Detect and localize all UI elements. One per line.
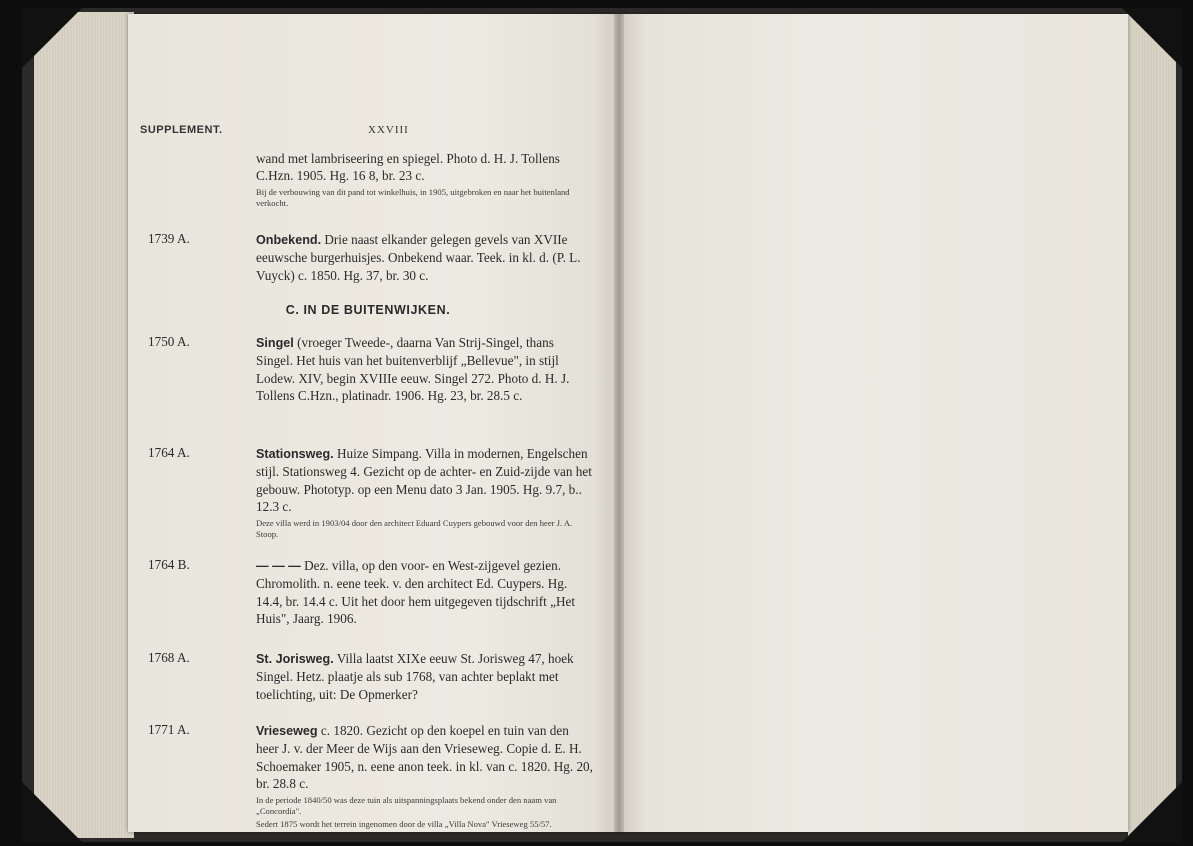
page-edges-right [1128, 10, 1176, 836]
entry-number: 1771 A. [148, 722, 190, 737]
entry-text: (vroeger Tweede-, daarna Van Strij-Singel, thans Singel. Het huis van het buitenverblijf „Bellevue", in stijl Lodew. XIV, begin XVIIIe eeuw. Singel 272. Photo d. H. J. Tollens C.Hzn., platinadr. 1906. Hg. 23, br. 28.5 c. [256, 335, 570, 404]
entry-number: 1768 A. [148, 650, 190, 665]
entry-title: St. Jorisweg. [256, 652, 334, 666]
right-page-blank [620, 14, 1128, 832]
entry-text: Villa laatst XIXe eeuw St. Jorisweg 47, hoek Singel. Hetz. plaatje als sub 1768, van achter beplakt met toelichting, uit: De Opmerker? [256, 651, 574, 702]
catalog-entry [148, 445, 593, 540]
entry-note: Deze villa werd in 1903/04 door den architect Eduard Cuypers gebouwd voor den heer J. A. Stoop. [256, 517, 573, 539]
book-gutter [614, 14, 624, 832]
catalog-entry [148, 334, 593, 405]
corner-protector [22, 8, 82, 68]
page-edges-left [34, 12, 134, 838]
entry-text: Huize Simpang. Villa in modernen, Engelschen stijl. Stationsweg 4. Gezicht op de achter- en Zuid-zijde van het gebouw. Phototyp. op een Menu dato 3 Jan. 1905. Hg. 9.7, b.. 12.3 c. [256, 446, 592, 515]
entry-number: 1764 B. [148, 557, 190, 572]
catalog-entry [148, 231, 593, 284]
entry-title: Singel [256, 336, 294, 350]
entry-number: 1739 A. [148, 231, 190, 246]
continuation-block [256, 150, 590, 209]
entry-title: Vrieseweg [256, 724, 318, 738]
running-header: SUPPLEMENT. [140, 124, 223, 136]
catalog-entry [148, 650, 593, 703]
entry-title: Stationsweg. [256, 447, 334, 461]
catalog-entry [148, 722, 593, 830]
entry-text: c. 1820. Gezicht op den koepel en tuin van den heer J. v. der Meer de Wijs aan den Vrieseweg. Copie d. E. H. Schoemaker 1905, n. eene anon teek. in kl. van c. 1820. Hg. 20, br. 28.8 c. [256, 723, 593, 792]
entry-number: 1750 A. [148, 334, 190, 349]
entry-note: In de periode 1840/50 was deze tuin als uitspanningsplaats bekend onder den naam van „Concordia". [256, 794, 557, 816]
entry-text: Drie naast elkander gelegen gevels van XVIIe eeuwsche burgerhuisjes. Onbekend waar. Teek. in kl. d. (P. L. Vuyck) c. 1850. Hg. 37, br. 30 c. [256, 232, 581, 283]
entry-number: 1764 A. [148, 445, 190, 460]
entry-title: — — — [256, 559, 301, 573]
entry-text: Dez. villa, op den voor- en West-zijgevel gezien. Chromolith. n. eene teek. v. den architect Ed. Cuypers. Hg. 14.4, br. 14.4 c. Uit het door hem uitgegeven tijdschrift „Het Huis", Jaarg. 1906. [256, 558, 575, 627]
corner-protector [1122, 782, 1182, 842]
continuation-text: wand met lambriseering en spiegel. Photo d. H. J. Tollens C.Hzn. 1905. Hg. 16 8, br. 23 c. [256, 151, 560, 184]
catalog-entry [148, 557, 593, 628]
left-page [128, 14, 618, 832]
corner-protector [1122, 8, 1182, 68]
page-number: XXVIII [368, 124, 409, 136]
section-heading: C. IN DE BUITENWIJKEN. [285, 303, 451, 317]
corner-protector [22, 782, 82, 842]
entry-note: Sedert 1875 wordt het terrein ingenomen door de villa „Villa Nova" Vrieseweg 55/57. [256, 818, 552, 829]
continuation-note: Bij de verbouwing van dit pand tot winkelhuis, in 1905, uitgebroken en naar het buitenland verkocht. [256, 186, 570, 208]
entry-title: Onbekend. [256, 233, 322, 247]
